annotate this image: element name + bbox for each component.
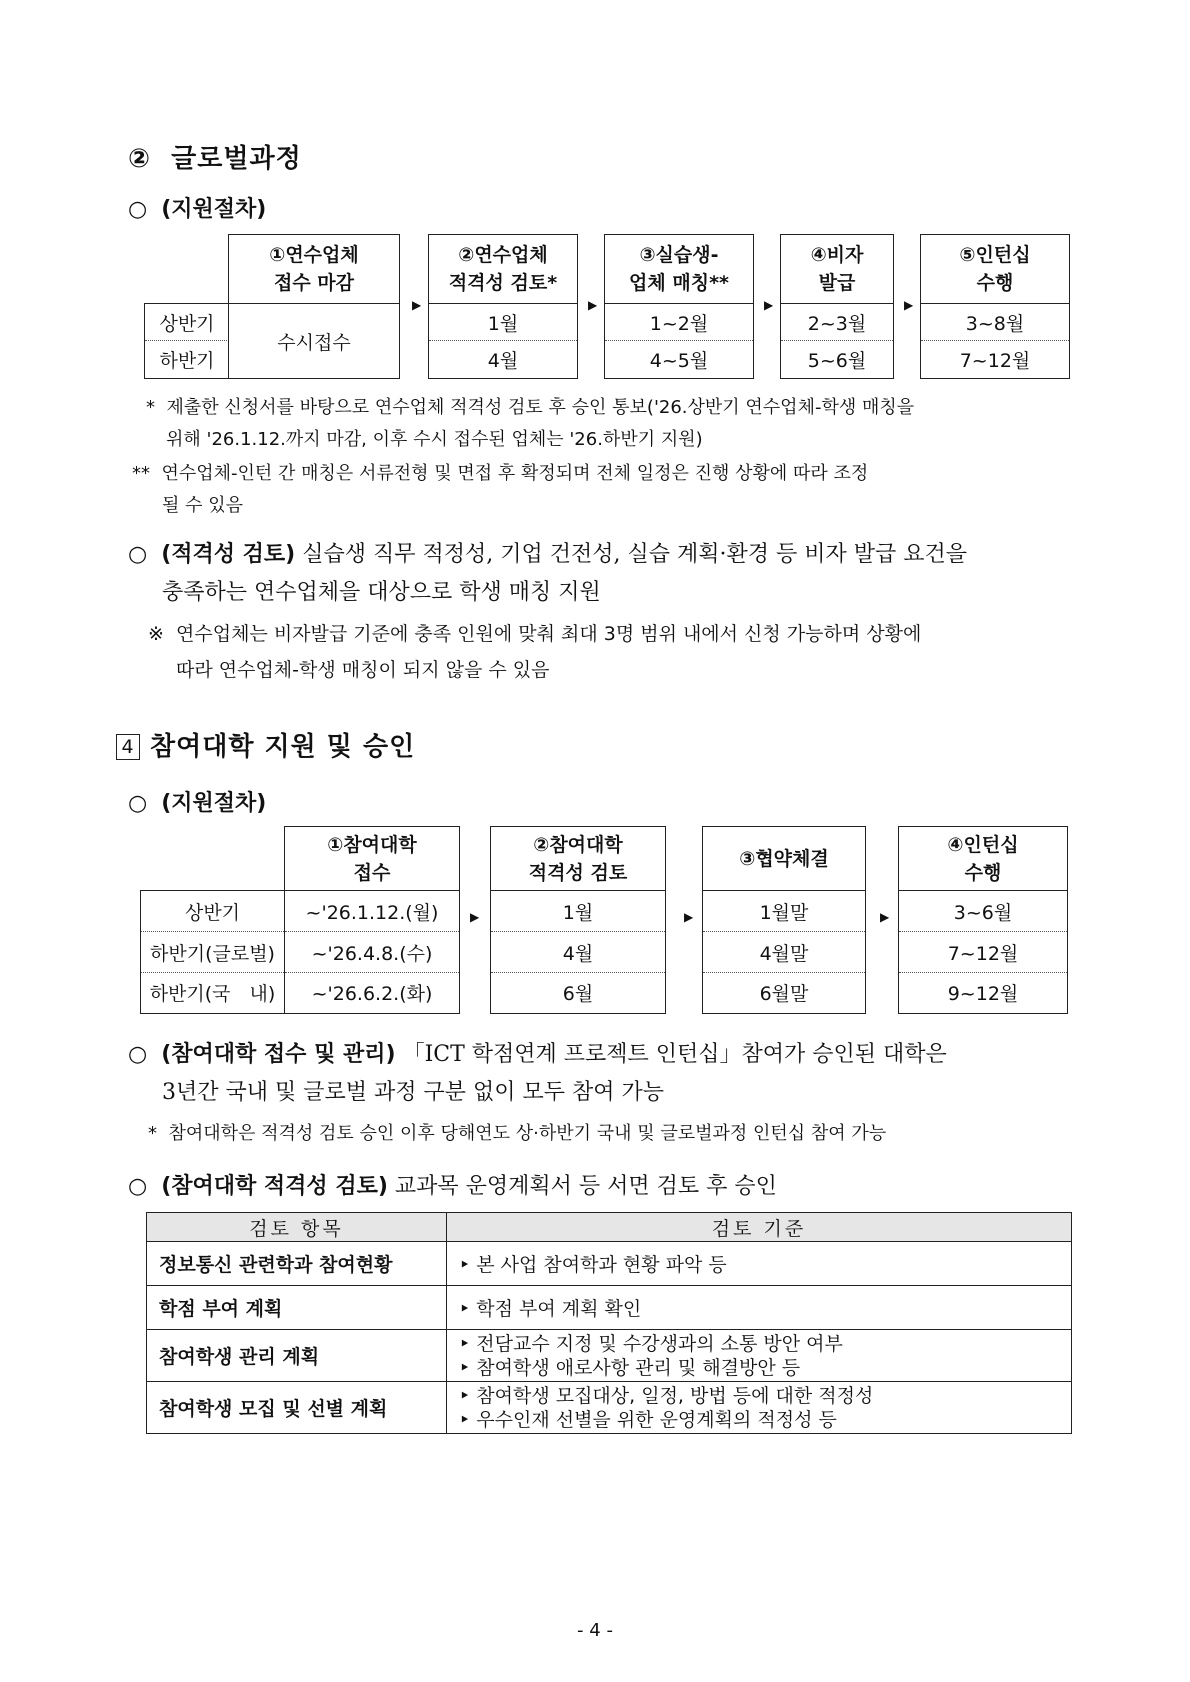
note-mark: * xyxy=(148,1123,157,1144)
arrow-icon: ‣ xyxy=(459,1298,471,1320)
cell-second-half: 4~5월 xyxy=(649,350,709,372)
reference-text: 따라 연수업체-학생 매칭이 되지 않을 수 있음 xyxy=(176,659,550,681)
proc-label: (지원절차) xyxy=(161,791,267,816)
global-reference-note xyxy=(148,616,921,688)
table-row xyxy=(147,1382,1072,1434)
global-step-2 xyxy=(428,234,578,379)
criteria-standard xyxy=(447,1330,1072,1382)
row-label-first-half: 상반기 xyxy=(145,304,229,341)
univ-heading xyxy=(116,726,415,763)
arrow-icon: ‣ xyxy=(459,1332,471,1355)
step-subtitle: 수행 xyxy=(964,861,1002,884)
eligibility-label: (참여대학 적격성 검토) xyxy=(161,1174,388,1199)
heading-number: 4 xyxy=(116,734,140,760)
circle-bullet-icon: ○ xyxy=(128,791,148,816)
row-label: 하반기(글로벌) xyxy=(141,932,284,973)
review-month: 1월 xyxy=(491,891,665,932)
eligibility-text: 충족하는 연수업체을 대상으로 학생 매칭 지원 xyxy=(162,580,601,605)
circle-bullet-icon: ○ xyxy=(128,1174,148,1199)
table-row xyxy=(147,1286,1072,1330)
table-row xyxy=(147,1242,1072,1286)
global-step-1 xyxy=(228,234,400,379)
management-label: (참여대학 접수 및 관리) xyxy=(161,1042,396,1067)
univ-management-note xyxy=(148,1118,886,1150)
reference-text: 연수업체는 비자발급 기준에 충족 인원에 맞춰 최대 3명 범위 내에서 신청 가능하며 상황에 xyxy=(176,623,922,645)
cell-first-half: 2~3월 xyxy=(781,304,893,341)
univ-proc-line xyxy=(128,786,266,817)
univ-step-1-head xyxy=(284,826,460,892)
step-title: ①연수업체 xyxy=(269,244,359,266)
univ-step-3 xyxy=(702,826,866,1014)
global-step-3 xyxy=(604,234,754,379)
eligibility-text: 실습생 직무 적정성, 기업 건전성, 실습 계획·환경 등 비자 발급 요건을 xyxy=(302,542,967,567)
row-label-second-half: 하반기 xyxy=(159,350,215,372)
cell-second-half: 5~6월 xyxy=(807,350,867,372)
note-text: 될 수 있음 xyxy=(162,495,243,516)
criteria-table xyxy=(146,1212,1072,1434)
note-text: 제출한 신청서를 바탕으로 연수업체 적격성 검토 후 승인 통보('26.상반기 연수업체-학생 매칭을 xyxy=(166,397,915,418)
proc-label: (지원절차) xyxy=(161,197,267,222)
note-text: 연수업체-인턴 간 매칭은 서류전형 및 면접 후 확정되며 전체 일정은 진행 상황에 따라 조정 xyxy=(161,463,869,484)
criteria-point: 참여학생 모집대상, 일정, 방법 등에 대한 적정성 xyxy=(476,1384,874,1407)
global-step-5 xyxy=(920,234,1070,379)
criteria-header-row xyxy=(147,1213,1072,1242)
arrow-icon: ▶ xyxy=(588,298,598,312)
heading-text: 글로벌과정 xyxy=(171,144,302,174)
step-title: ③협약체결 xyxy=(739,847,829,870)
review-month: 4월 xyxy=(491,932,665,973)
circle-bullet-icon: ○ xyxy=(128,197,148,222)
receipt-date: ~'26.4.8.(수) xyxy=(285,932,459,973)
arrow-icon: ‣ xyxy=(459,1408,471,1431)
criteria-point: 전담교수 지정 및 수강생과의 소통 방안 여부 xyxy=(476,1332,843,1355)
criteria-header-standard: 검토 기준 xyxy=(447,1213,1072,1242)
criteria-standard xyxy=(447,1382,1072,1434)
global-eligibility xyxy=(128,536,967,612)
criteria-point: 본 사업 참여학과 현황 파악 등 xyxy=(476,1254,727,1276)
note-text: 위해 '26.1.12.까지 마감, 이후 수시 접수된 업체는 '26.하반기 지원) xyxy=(166,429,703,450)
reference-mark: ※ xyxy=(148,623,164,645)
step-title: ⑤인턴십 xyxy=(959,244,1031,266)
univ-step-2 xyxy=(490,826,666,1014)
global-heading xyxy=(128,138,302,175)
global-row-labels xyxy=(144,303,230,379)
internship-period: 3~6월 xyxy=(899,891,1067,932)
step-subtitle: 업체 매칭** xyxy=(629,272,729,294)
table-row xyxy=(147,1330,1072,1382)
circle-bullet-icon: ○ xyxy=(128,1042,148,1067)
page-number: - 4 - xyxy=(577,1620,613,1641)
arrow-icon: ▶ xyxy=(904,298,914,312)
receipt-date: ~'26.6.2.(화) xyxy=(311,983,433,1005)
cell-second-half: 7~12월 xyxy=(959,350,1031,372)
step-subtitle: 적격성 검토 xyxy=(528,861,628,884)
receipt-date: ~'26.1.12.(월) xyxy=(285,891,459,932)
internship-period: 9~12월 xyxy=(947,983,1019,1005)
criteria-item: 학점 부여 계획 xyxy=(147,1286,447,1330)
step-subtitle: 접수 xyxy=(353,862,391,884)
agreement-month: 1월말 xyxy=(703,891,865,932)
global-note-1 xyxy=(146,392,914,456)
criteria-item: 참여학생 관리 계획 xyxy=(147,1330,447,1382)
univ-eligibility xyxy=(128,1168,777,1206)
step-title: ④비자 xyxy=(810,244,864,266)
circle-bullet-icon: ○ xyxy=(128,542,148,567)
arrow-icon: ▶ xyxy=(412,298,422,312)
proc-line xyxy=(128,192,266,223)
cell-second-half: 4월 xyxy=(487,350,519,372)
arrow-icon: ‣ xyxy=(459,1356,471,1379)
note-text: 참여대학은 적격성 검토 승인 이후 당해연도 상·하반기 국내 및 글로벌과정 인턴십 참여 가능 xyxy=(168,1123,887,1144)
step-subtitle: 접수 마감 xyxy=(273,272,355,294)
step-subtitle: 적격성 검토* xyxy=(448,272,558,294)
criteria-point: 학점 부여 계획 확인 xyxy=(476,1298,642,1320)
step-subtitle: 수행 xyxy=(976,272,1014,294)
step-subtitle: 발급 xyxy=(818,272,856,294)
univ-row-table xyxy=(140,890,460,1014)
step-title: ②연수업체 xyxy=(458,244,548,266)
row-label: 하반기(국 내) xyxy=(149,983,276,1005)
step-title: ①참여대학 xyxy=(327,834,417,856)
cell-first-half: 3~8월 xyxy=(921,304,1069,341)
management-text: 「ICT 학점연계 프로젝트 인턴십」참여가 승인된 대학은 xyxy=(402,1042,947,1067)
criteria-point: 참여학생 애로사항 관리 및 해결방안 등 xyxy=(476,1356,801,1379)
criteria-standard xyxy=(447,1242,1072,1286)
criteria-item: 참여학생 모집 및 선별 계획 xyxy=(147,1382,447,1434)
criteria-point: 우수인재 선별을 위한 운영계획의 적정성 등 xyxy=(476,1408,837,1431)
criteria-item: 정보통신 관련학과 참여현황 xyxy=(147,1242,447,1286)
internship-period: 7~12월 xyxy=(899,932,1067,973)
review-month: 6월 xyxy=(562,983,594,1005)
univ-row-labels xyxy=(141,891,285,1013)
eligibility-label: (적격성 검토) xyxy=(161,542,296,567)
row-label: 상반기 xyxy=(141,891,284,932)
cell-first-half: 1~2월 xyxy=(605,304,753,341)
cell-first-half: 1월 xyxy=(429,304,577,341)
step-title: ④인턴십 xyxy=(947,833,1019,856)
step1-value: 수시접수 xyxy=(277,331,351,354)
agreement-month: 6월말 xyxy=(759,983,809,1005)
arrow-icon: ‣ xyxy=(459,1254,471,1276)
univ-step-4 xyxy=(898,826,1068,1014)
arrow-icon: ▶ xyxy=(470,910,480,924)
heading-number: ② xyxy=(128,144,152,174)
global-note-2 xyxy=(132,458,868,522)
step-title: ③실습생- xyxy=(639,244,719,266)
arrow-icon: ‣ xyxy=(459,1384,471,1407)
heading-text: 참여대학 지원 및 승인 xyxy=(150,732,416,762)
criteria-standard xyxy=(447,1286,1072,1330)
global-step-4 xyxy=(780,234,894,379)
note-mark: * xyxy=(146,397,155,418)
univ-receipt-column xyxy=(285,891,459,1013)
arrow-icon: ▶ xyxy=(764,298,774,312)
agreement-month: 4월말 xyxy=(703,932,865,973)
univ-management xyxy=(128,1036,947,1112)
arrow-icon: ▶ xyxy=(684,910,694,924)
eligibility-text: 교과목 운영계획서 등 서면 검토 후 승인 xyxy=(394,1174,777,1199)
management-text: 3년간 국내 및 글로벌 과정 구분 없이 모두 참여 가능 xyxy=(162,1080,664,1105)
note-mark: ** xyxy=(132,463,150,484)
step-title: ②참여대학 xyxy=(533,833,623,856)
arrow-icon: ▶ xyxy=(880,910,890,924)
criteria-header-item: 검토 항목 xyxy=(147,1213,447,1242)
